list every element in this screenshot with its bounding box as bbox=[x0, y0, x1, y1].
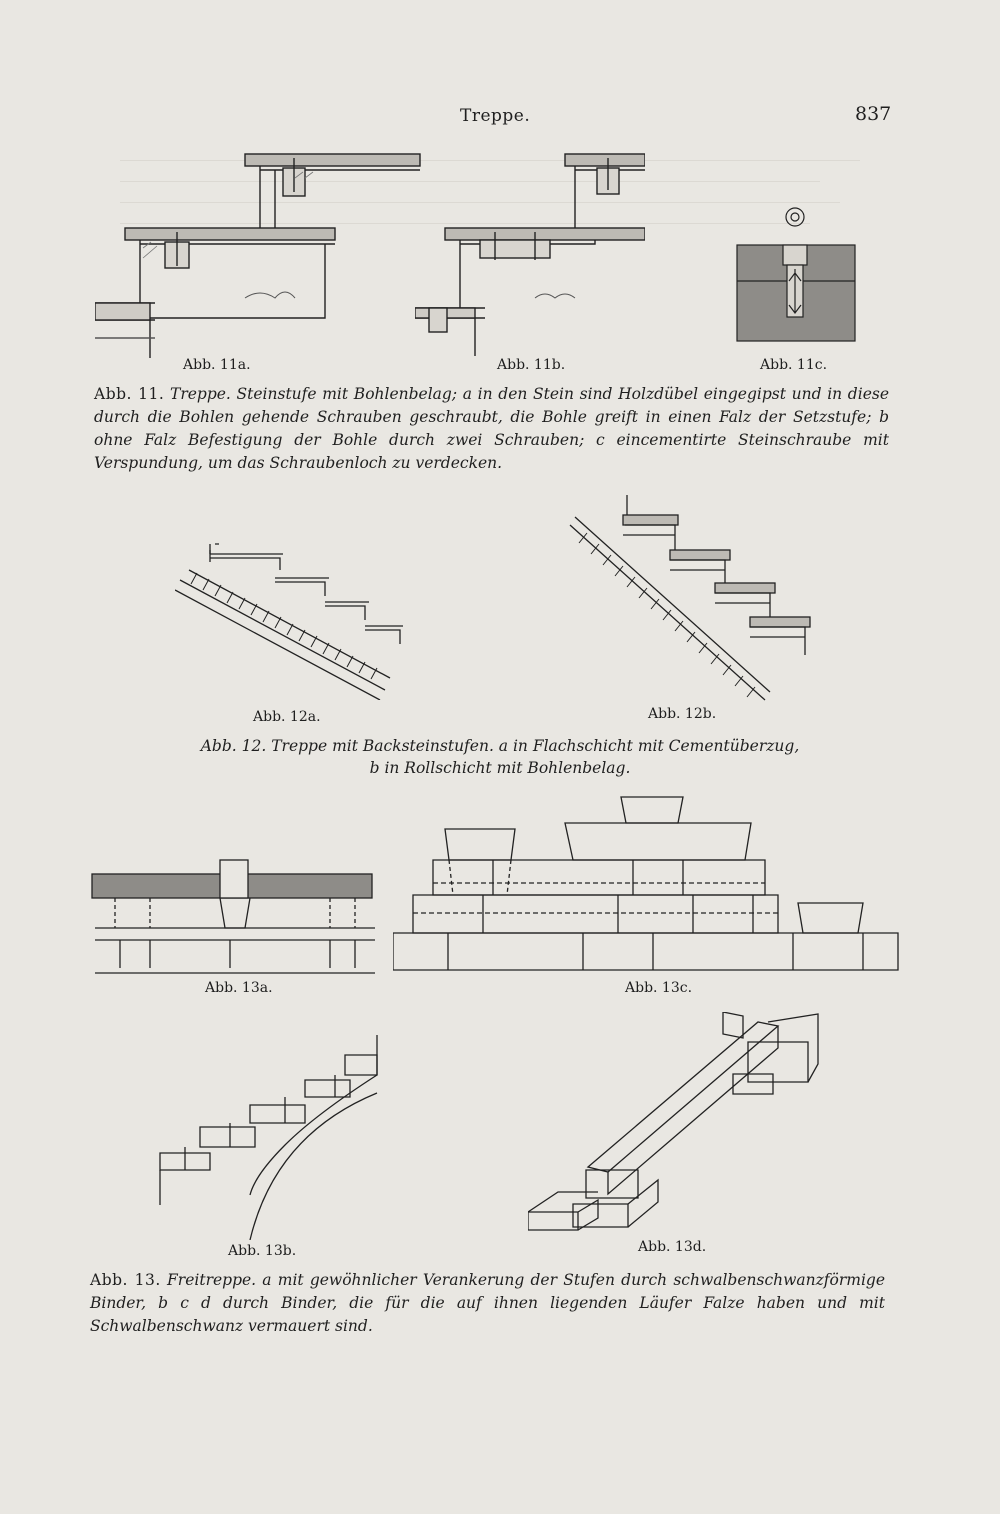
figure-13b-drawing bbox=[155, 1035, 385, 1240]
figure-13d-drawing bbox=[528, 1012, 828, 1242]
label-abb-13c: Abb. 13c. bbox=[625, 980, 693, 996]
page-number: 837 bbox=[855, 103, 892, 125]
label-abb-12a: Abb. 12a. bbox=[253, 709, 321, 725]
figure-13a-drawing bbox=[90, 858, 380, 978]
label-abb-12b: Abb. 12b. bbox=[648, 706, 717, 722]
caption-12-line1: Abb. 12. Treppe mit Backsteinstufen. a in Flachschicht mit Cementüberzug, bbox=[200, 737, 800, 755]
label-abb-11a: Abb. 11a. bbox=[183, 357, 251, 373]
figure-11a-drawing bbox=[95, 148, 425, 358]
figure-12b-drawing bbox=[565, 495, 815, 705]
figure-11c-drawing bbox=[735, 205, 860, 345]
caption-12-line2: b in Rollschicht mit Bohlenbelag. bbox=[369, 759, 631, 777]
caption-11-body: Treppe. Steinstufe mit Bohlenbelag; a in den Stein sind Holzdübel eingegipst und in diese durch die Bohlen gehende Schrauben geschraubt, die Bohle greift in einen Falz der Setzstufe; b ohne Falz Befestigung der Bohle durch zwei Schrauben; c eincementirte Steinschraube mit Verspundung, um das Schraubenloch zu verdecken. bbox=[94, 385, 889, 472]
caption-13-lead: Abb. 13. bbox=[90, 1271, 161, 1289]
label-abb-11b: Abb. 11b. bbox=[497, 357, 566, 373]
label-abb-13d: Abb. 13d. bbox=[638, 1239, 707, 1255]
figure-12a-drawing bbox=[175, 540, 405, 700]
figure-13c-drawing bbox=[393, 795, 903, 975]
label-abb-11c: Abb. 11c. bbox=[760, 357, 828, 373]
figure-11b-drawing bbox=[415, 148, 645, 358]
caption-figure-13 bbox=[90, 1269, 885, 1338]
caption-figure-12 bbox=[150, 735, 850, 779]
caption-13-body: Freitreppe. a mit gewöhnlicher Verankerung der Stufen durch schwalbenschwanzförmige Binder, b c d durch Binder, die für die auf ihnen liegenden Läufer Falze haben und mit Schwalbenschwanz vermauert sind. bbox=[90, 1271, 886, 1335]
caption-11-lead: Abb. 11. bbox=[94, 385, 165, 403]
running-header: Treppe. bbox=[460, 106, 531, 126]
caption-figure-11 bbox=[94, 383, 889, 475]
label-abb-13b: Abb. 13b. bbox=[228, 1243, 297, 1259]
label-abb-13a: Abb. 13a. bbox=[205, 980, 273, 996]
